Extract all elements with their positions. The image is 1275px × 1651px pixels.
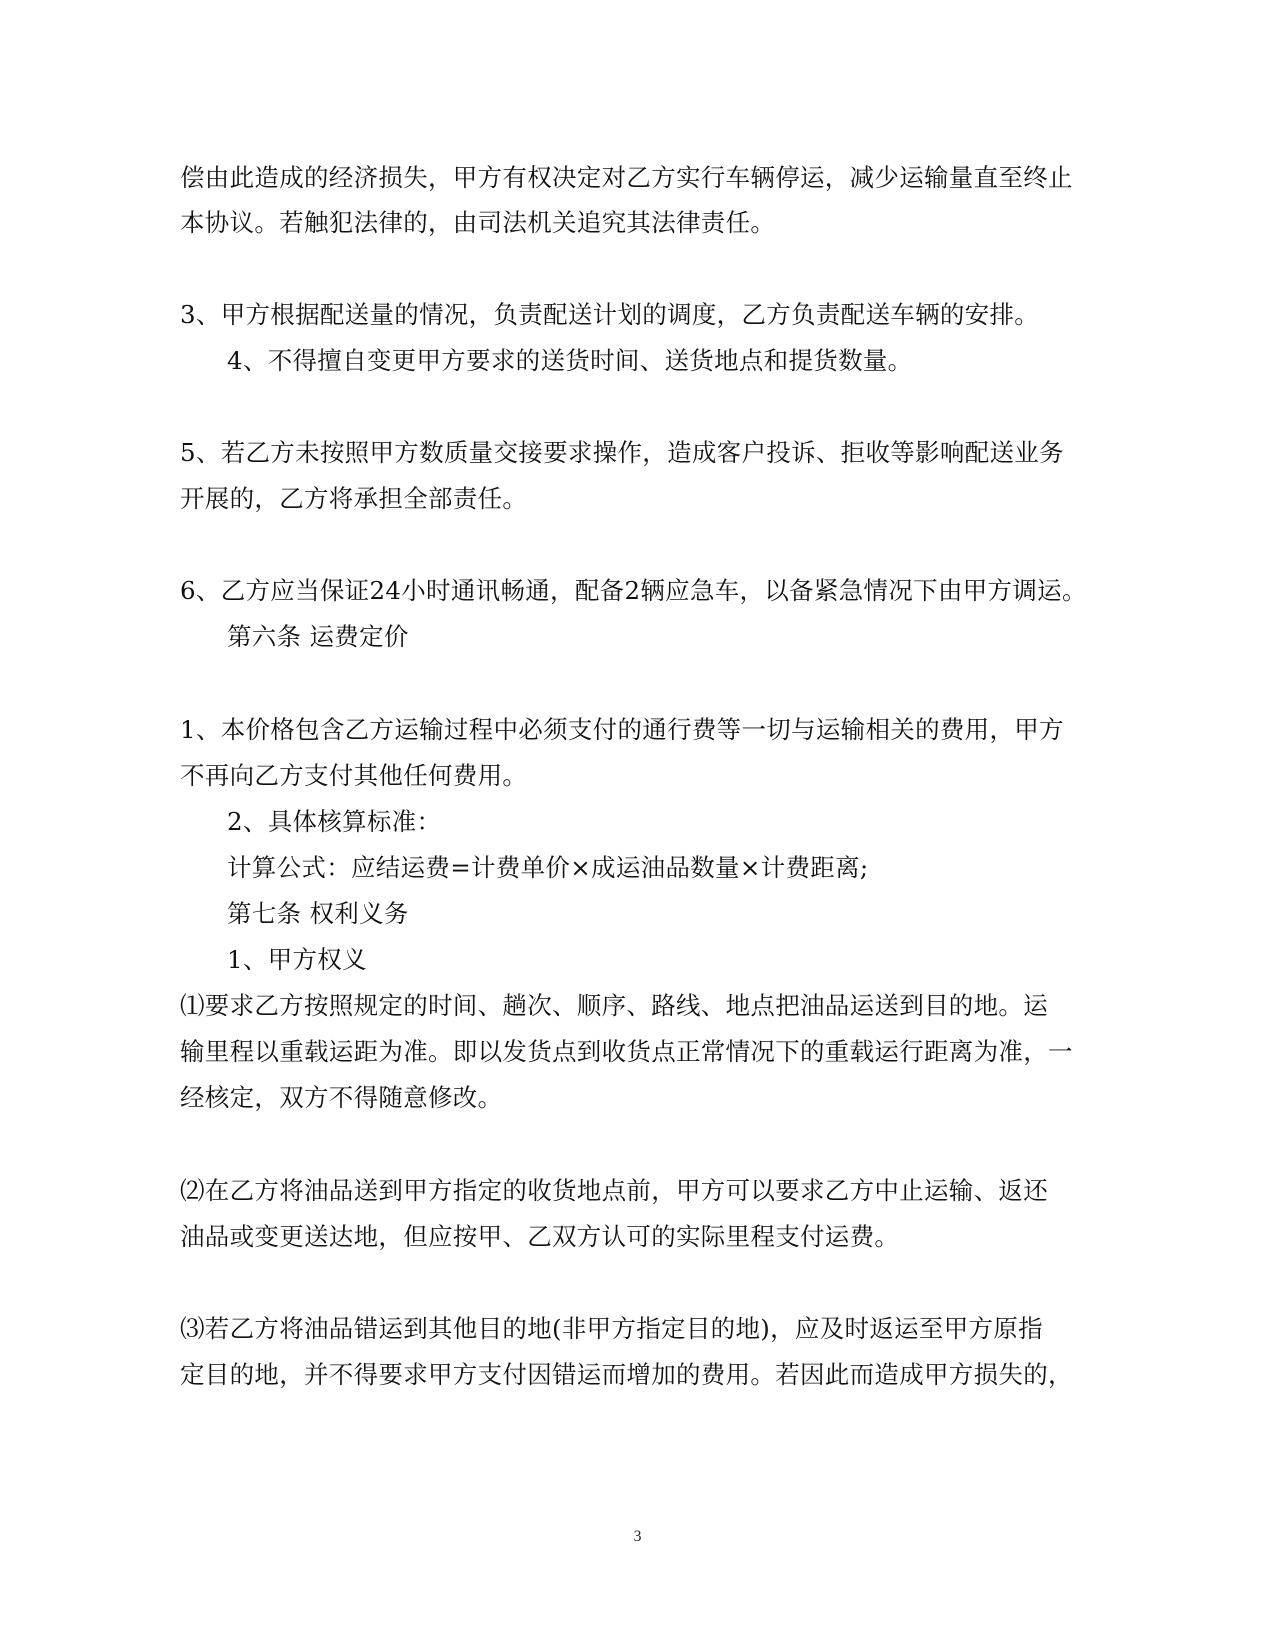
formula-line: 计算公式：应结运费=计费单价×成运油品数量×计费距离; bbox=[227, 853, 869, 882]
clause-item-5: 5、若乙方未按照甲方数质量交接要求操作，造成客户投诉、拒收等影响配送业务 bbox=[180, 438, 1064, 467]
body-text-line: 本协议。若触犯法律的，由司法机关追究其法律责任。 bbox=[180, 208, 776, 237]
pricing-item-2: 2、具体核算标准： bbox=[227, 807, 442, 836]
body-text-line: 经核定，双方不得随意修改。 bbox=[180, 1083, 503, 1112]
sub-item-2: ⑵在乙方将油品送到甲方指定的收货地点前，甲方可以要求乙方中止运输、返还 bbox=[180, 1176, 1048, 1205]
page-number: 3 bbox=[633, 1528, 642, 1545]
body-text-line: 油品或变更送达地，但应按甲、乙双方认可的实际里程支付运费。 bbox=[180, 1222, 900, 1251]
body-text-line: 不再向乙方支付其他任何费用。 bbox=[180, 761, 528, 790]
body-text-line: 输里程以重载运距为准。即以发货点到收货点正常情况下的重载运行距离为准，一 bbox=[180, 1037, 1073, 1066]
body-text-line: 偿由此造成的经济损失，甲方有权决定对乙方实行车辆停运，减少运输量直至终止 bbox=[180, 163, 1073, 192]
body-text-line: 开展的，乙方将承担全部责任。 bbox=[180, 484, 528, 513]
clause-item-6: 6、乙方应当保证24小时通讯畅通，配备2辆应急车，以备紧急情况下由甲方调运。 bbox=[180, 576, 1087, 605]
section-heading-article-7: 第七条 权利义务 bbox=[227, 899, 409, 928]
clause-item-3: 3、甲方根据配送量的情况，负责配送计划的调度，乙方负责配送车辆的安排。 bbox=[180, 300, 1040, 329]
sub-item-3: ⑶若乙方将油品错运到其他目的地(非甲方指定目的地)，应及时返运至甲方原指 bbox=[180, 1314, 1043, 1343]
sub-item-1: ⑴要求乙方按照规定的时间、趟次、顺序、路线、地点把油品运送到目的地。运 bbox=[180, 991, 1048, 1020]
rights-item-1: 1、甲方权义 bbox=[227, 945, 367, 974]
section-heading-article-6: 第六条 运费定价 bbox=[227, 622, 409, 651]
pricing-item-1: 1、本价格包含乙方运输过程中必须支付的通行费等一切与运输相关的费用，甲方 bbox=[180, 715, 1064, 744]
clause-item-4: 4、不得擅自变更甲方要求的送货时间、送货地点和提货数量。 bbox=[227, 346, 913, 375]
body-text-line: 定目的地，并不得要求甲方支付因错运而增加的费用。若因此而造成甲方损失的， bbox=[180, 1360, 1073, 1389]
